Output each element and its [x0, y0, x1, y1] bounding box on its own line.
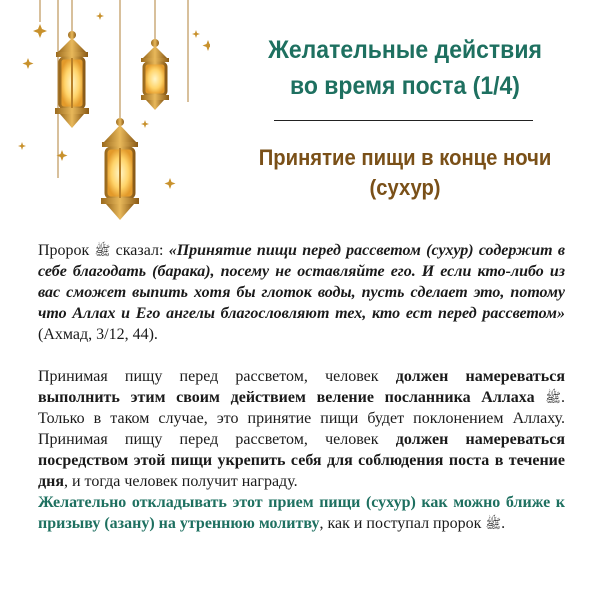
lantern-icon — [101, 118, 139, 220]
star-icon — [192, 30, 200, 38]
section-subtitle — [239, 143, 570, 203]
star-icon — [141, 120, 149, 128]
hadith-source: (Ахмад, 3/12, 44). — [38, 326, 158, 343]
star-icon — [18, 142, 26, 150]
salawat-symbol: ﷺ — [545, 390, 562, 405]
title-line-1: Желательные действия — [268, 36, 542, 64]
ramadan-decoration — [0, 0, 210, 230]
star-icon — [33, 24, 47, 38]
intention-paragraph: Принимая пищу перед рассветом, человек должен намереваться выполнить этим своим действием веление посланника Аллаха ﷺ. Только в таком случае, это принятие пищи будет поклонением Аллаху. Принимая пищу перед рассветом, человек должен намереваться посредством этой пищи укрепить себя для соблюдения поста в течение дня, и тогда человек получит награду. — [38, 368, 566, 490]
article-body — [38, 240, 565, 534]
salawat-symbol: ﷺ — [485, 516, 502, 531]
star-icon — [23, 58, 34, 69]
hadith-paragraph: Пророк ﷺ сказал: «Принятие пищи перед рассветом (сухур) содержит в себе благодать (барака), посему не оставляйте его. И если кто-либо из вас сможет выпить хотя бы глоток воды, пусть сделает это, потому что Аллах и Его ангелы благословляют тех, кто ест перед рассветом» (Ахмад, 3/12, 44). — [38, 242, 566, 343]
salawat-symbol: ﷺ — [94, 243, 111, 258]
crescent-icon — [172, 104, 190, 140]
subtitle-line-2: (сухур) — [369, 175, 441, 200]
lantern-icon — [55, 31, 89, 128]
title-line-2: во время поста (1/4) — [290, 72, 520, 100]
crescent-icon — [52, 180, 68, 212]
lantern-icon — [141, 39, 169, 110]
hadith-quote: «Принятие пищи перед рассветом (сухур) содержит в себе благодать (барака), посему не оставляйте его. И если кто-либо из вас сможет выпить хотя бы глоток воды, пусть сделает это, потому что Аллах и Его ангелы благословляют тех, кто ест перед рассветом» — [38, 242, 566, 322]
title-divider — [274, 120, 533, 121]
star-icon — [203, 40, 211, 51]
star-icon — [165, 178, 176, 189]
delay-paragraph: Желательно откладывать этот прием пищи (сухур) как можно ближе к призыву (азану) на утреннюю молитву, как и поступал пророк ﷺ. — [38, 494, 565, 532]
page-title — [239, 32, 570, 104]
star-icon — [96, 12, 104, 20]
subtitle-line-1: Принятие пищи в конце ночи — [258, 145, 552, 170]
